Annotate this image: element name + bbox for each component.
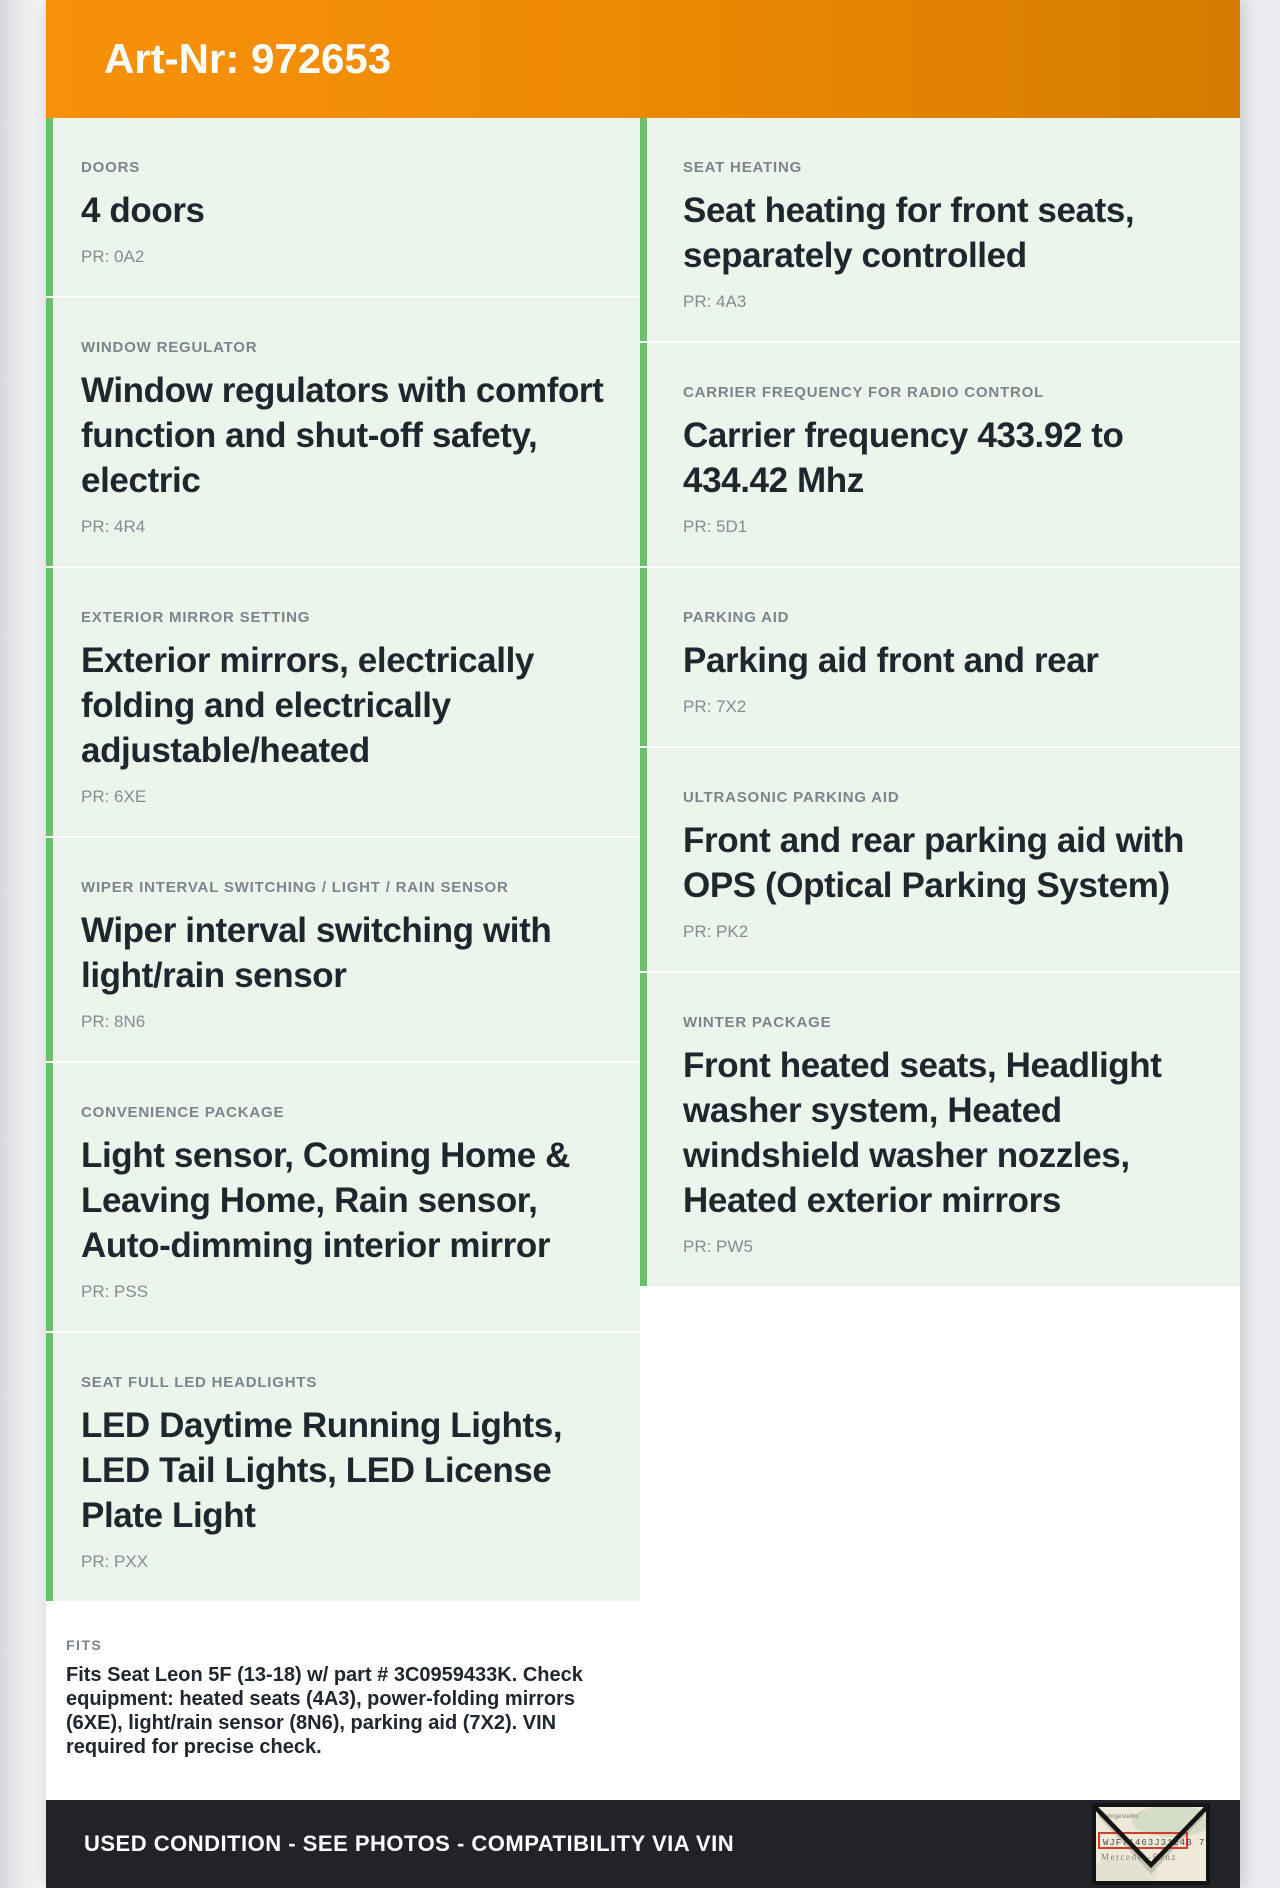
feature-pr-code: PR: 7X2: [683, 697, 747, 716]
stamp-doc-label: Fahrgestellnr.: [1101, 1813, 1141, 1820]
feature-card-pxx: [46, 1333, 640, 1601]
feature-title: Carrier frequency 433.92 to 434.42 Mhz: [683, 416, 1124, 500]
feature-pr-code: PR: PXX: [81, 1552, 149, 1571]
feature-label: EXTERIOR MIRROR SETTING: [81, 609, 311, 626]
feature-pr-code: PR: 8N6: [81, 1012, 146, 1031]
feature-label: CONVENIENCE PACKAGE: [81, 1104, 285, 1121]
header-bar: [46, 0, 1240, 118]
footer-bar: [46, 1800, 1240, 1888]
envelope-icon: [1092, 1803, 1210, 1885]
fits-text: Fits Seat Leon 5F (13-18) w/ part # 3C0959433K. Check equipment: heated seats (4A3), power-folding mirrors (6XE), light/rain sensor (8N6), parking aid (7X2). VIN required for precise check.: [66, 1664, 583, 1758]
feature-pr-code: PR: 4A3: [683, 292, 747, 311]
feature-title: Wiper interval switching with light/rain sensor: [81, 911, 552, 995]
feature-title: Window regulators with comfort function and shut-off safety, electric: [81, 371, 604, 500]
feature-pr-code: PR: 5D1: [683, 517, 748, 536]
feature-title: Front and rear parking aid with OPS (Optical Parking System): [683, 821, 1184, 905]
feature-title: Seat heating for front seats, separately controlled: [683, 191, 1135, 275]
feature-label: WIPER INTERVAL SWITCHING / LIGHT / RAIN SENSOR: [81, 879, 509, 896]
feature-pr-code: PR: 6XE: [81, 787, 147, 806]
feature-label: WINTER PACKAGE: [683, 1014, 832, 1031]
feature-label: DOORS: [81, 159, 141, 176]
feature-card-pk2: [640, 748, 1240, 971]
feature-card-5d1: [640, 343, 1240, 566]
feature-card-4a3: [640, 118, 1240, 341]
page-shadow: [0, 0, 46, 1888]
feature-label: SEAT HEATING: [683, 159, 803, 176]
fits-card: [46, 1603, 640, 1800]
feature-pr-code: PR: 0A2: [81, 247, 145, 266]
feature-title: Parking aid front and rear: [683, 641, 1099, 680]
left-column-cards: [46, 118, 640, 1603]
feature-card-0a2: [46, 118, 640, 296]
feature-pr-code: PR: 4R4: [81, 517, 146, 536]
feature-card-8n6: [46, 838, 640, 1061]
feature-card-6xe: [46, 568, 640, 836]
stamp-brand-text: Mercedes-Benz: [1101, 1852, 1177, 1862]
features-area: [46, 118, 1240, 1800]
article-number-title: Art-Nr: 972653: [104, 35, 392, 82]
feature-card-4r4: [46, 298, 640, 566]
right-column-cards: [640, 118, 1240, 1288]
feature-card-7x2: [640, 568, 1240, 746]
feature-label: WINDOW REGULATOR: [81, 339, 258, 356]
stamp-vin-text: WJF71463J3124B 7: [1103, 1838, 1206, 1848]
vin-envelope-stamp: [1092, 1803, 1210, 1885]
feature-label: PARKING AID: [683, 609, 790, 626]
feature-pr-code: PR: PW5: [683, 1237, 753, 1256]
listing-container: [46, 0, 1240, 1888]
feature-pr-code: PR: PK2: [683, 922, 749, 941]
feature-label: SEAT FULL LED HEADLIGHTS: [81, 1374, 318, 1391]
feature-title: Exterior mirrors, electrically folding and electrically adjustable/heated: [81, 641, 534, 770]
feature-card-pss: [46, 1063, 640, 1331]
fits-label: FITS: [66, 1637, 103, 1653]
feature-card-pw5: [640, 973, 1240, 1286]
feature-title: Front heated seats, Headlight washer system, Heated windshield washer nozzles, Heated exterior mirrors: [683, 1046, 1162, 1220]
feature-title: Light sensor, Coming Home & Leaving Home, Rain sensor, Auto-dimming interior mirror: [81, 1136, 570, 1265]
feature-label: CARRIER FREQUENCY FOR RADIO CONTROL: [683, 384, 1045, 401]
left-column: [46, 118, 640, 1800]
footer-condition-text: USED CONDITION - SEE PHOTOS - COMPATIBILITY VIA VIN: [84, 1831, 735, 1856]
feature-title: 4 doors: [81, 191, 205, 230]
feature-pr-code: PR: PSS: [81, 1282, 149, 1301]
feature-label: ULTRASONIC PARKING AID: [683, 789, 900, 806]
right-column: [640, 118, 1240, 1800]
feature-title: LED Daytime Running Lights, LED Tail Lights, LED License Plate Light: [81, 1406, 563, 1535]
